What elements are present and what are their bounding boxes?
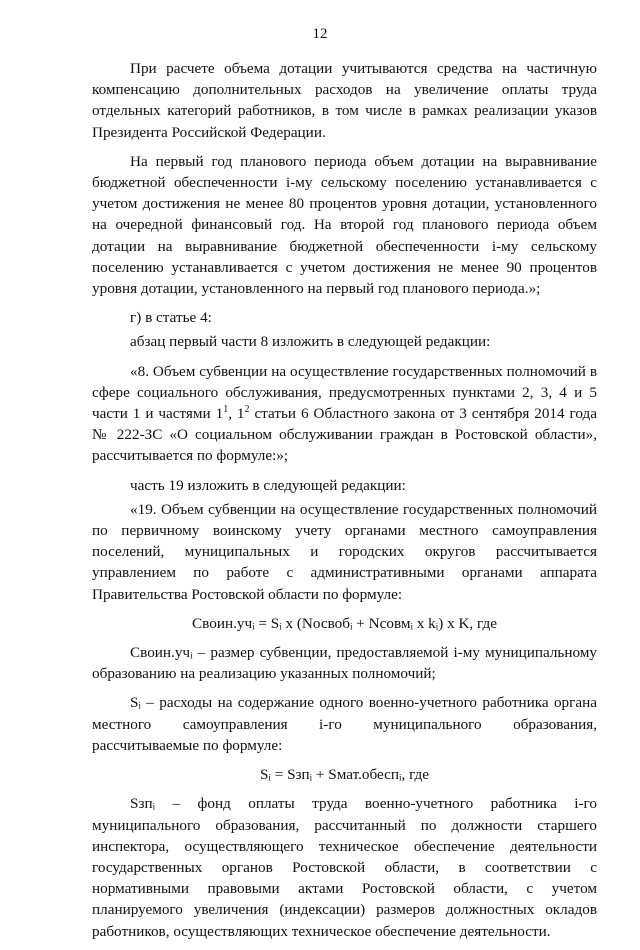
superscript-1: 1 bbox=[223, 403, 229, 415]
superscript-2: 2 bbox=[244, 403, 250, 415]
paragraph-part-8-text bbox=[92, 361, 597, 467]
document-body bbox=[92, 58, 597, 950]
formula-subvention: Своин.учᵢ = Sᵢ x (Nосвобᵢ + Nсовмᵢ x kᵢ) x K, где bbox=[192, 614, 497, 632]
paragraph-part-19-intro: часть 19 изложить в следующей редакции: bbox=[130, 476, 406, 494]
page-number: 12 bbox=[312, 26, 328, 42]
part-8-text-b: , 1 bbox=[228, 405, 245, 423]
formula-expenses: Sᵢ = Sзпᵢ + Sмат.обеспᵢ, где bbox=[259, 766, 430, 784]
paragraph-part-8-intro: абзац первый части 8 изложить в следующей редакции: bbox=[130, 333, 491, 351]
paragraph-article-4: г) в статье 4: bbox=[130, 309, 212, 327]
paragraph-subvention-definition: Своин.учᵢ – размер субвенции, предоставляемой i-му муниципальному образованию на реализацию указанных полномочий; bbox=[92, 644, 597, 683]
paragraph-planning-period: На первый год планового периода объем дотации на выравнивание бюджетной обеспеченности i-му сельскому поселению устанавливается с учетом достижения не менее 80 процентов уровня дотации, установленного на очередной финансовый год. На второй год планового периода объем дотации на выравнивание бюджетной обеспеченности i-му сельскому поселению устанавливается с учетом достижения не менее 90 процентов уровня дотации, установленного на первый год планового периода.»; bbox=[92, 152, 597, 298]
paragraph-part-19-text: «19. Объем субвенции на осуществление государственных полномочий по первичному воинскому учету органами местного самоуправления поселений, муниципальных и городских округов рассчитывается управлением по работе с административными органами аппарата Правительства Ростовской области по формуле: bbox=[92, 500, 597, 603]
paragraph-expenses-definition: Sᵢ – расходы на содержание одного военно-учетного работника органа местного самоуправления i-го муниципального образования, рассчитываемые по формуле: bbox=[92, 694, 597, 754]
paragraph-wage-fund-definition: Sзпᵢ – фонд оплаты труда военно-учетного работника i-го муниципального образования, рассчитанный по должности старшего инспектора, осуществляющего техническое обеспечение деятельности государственных органов Ростовской области, в соответствии с нормативными правовыми актами Ростовской области, с учетом планируемого увеличения (индексации) размеров должностных окладов работников, осуществляющих техническое обеспечение деятельности. bbox=[92, 795, 597, 940]
part-8-text-c: статьи 6 Областного закона от 3 сентября 2014 года № 222-ЗС «О социальном обслуживании граждан в Ростовской области», рассчитывается по формуле:»; bbox=[92, 405, 598, 465]
paragraph-subsidy-compensation: При расчете объема дотации учитываются средства на частичную компенсацию дополнительных расходов на увеличение оплаты труда отдельных категорий работников, в том числе в рамках реализации указов Президента Российской Федерации. bbox=[92, 60, 597, 141]
part-8-text-a: «8. Объем субвенции на осуществление государственных полномочий в сфере социального обслуживания, предусмотренных пунктами 2, 3, 4 и 5 части 1 и частями 1 bbox=[92, 362, 597, 423]
